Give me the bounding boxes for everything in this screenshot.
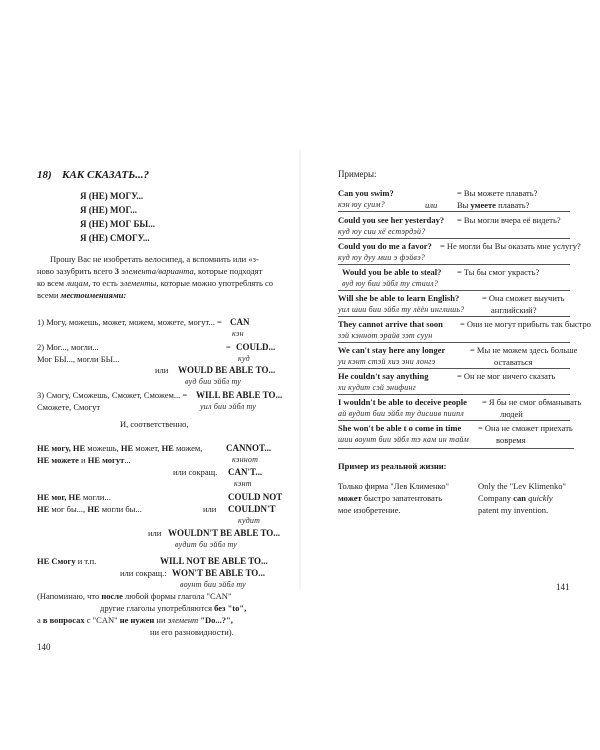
example-7-en: We can't stay here any longer — [338, 345, 446, 355]
example-8-ru: = Он не мог ничего сказать — [457, 371, 556, 381]
form-4: Я (НЕ) СМОГУ... — [80, 233, 150, 243]
real-life-ru-2: может быстро запатентовать — [338, 493, 443, 503]
neg-6-or: или — [148, 528, 162, 538]
neg-3-en: CAN'T... — [228, 467, 263, 477]
note-line-2: другие глаголы употребляются без "to", — [100, 603, 247, 613]
rule-1-en: CAN — [230, 317, 250, 327]
neg-line-5: НЕ мог бы..., НЕ могли бы... — [37, 504, 142, 514]
form-3: Я (НЕ) МОГ БЫ... — [80, 219, 156, 229]
page-number-right: 141 — [556, 582, 570, 592]
rule-2-eq: = — [226, 342, 231, 352]
intro-line-4: всеми местоимениями: — [37, 290, 127, 300]
accordingly-text: И, соответственно, — [120, 419, 189, 429]
example-7-ru: = Мы не можем здесь больше — [470, 345, 578, 355]
example-1-ru-2: Вы умеете плавать? — [457, 200, 530, 210]
example-2-ru: = Вы могли вчера её видеть? — [457, 215, 561, 225]
neg-6-en: WOULDN'T BE ABLE TO... — [168, 528, 281, 538]
real-life-en-1: Only the "Lev Klimenko" — [478, 481, 566, 491]
example-1-divider — [338, 211, 570, 212]
real-life-en-2: Company can quickly — [478, 493, 553, 503]
neg-7-or: или сокращ.: — [120, 568, 167, 578]
example-6-transcription: зэй кэннот эрайв зэт суун — [338, 331, 433, 340]
example-5-ru-2: английский? — [491, 305, 537, 315]
example-5-transcription: уил шии бии эйбл ту лёён инглишь? — [338, 305, 465, 314]
neg-7-en-2: WON'T BE ABLE TO... — [172, 568, 266, 578]
neg-7-transcription: воунт бии эйбл ту — [180, 580, 246, 589]
real-life-ru-3: мое изобретение. — [338, 505, 401, 515]
example-7-divider — [338, 368, 570, 369]
neg-5-en: COULDN'T — [228, 504, 276, 514]
rule-3-en: WILL BE ABLE TO... — [196, 390, 283, 400]
example-8-transcription: хи кудит сэй энифинг — [338, 383, 416, 392]
example-8-en: He couldn't say anything — [338, 371, 429, 381]
example-5-divider — [338, 316, 570, 317]
intro-line-3: ко всем лицам, то есть элементы, которые можно употреблять со — [37, 278, 274, 288]
example-4-en: Would you be able to steal? — [342, 267, 442, 277]
neg-line-2: НЕ можете и НЕ могут... — [37, 455, 131, 465]
form-2: Я (НЕ) МОГ... — [80, 205, 137, 215]
example-3-transcription: куд юу дуу мии э фэйвэ? — [338, 253, 425, 262]
example-5-en: Will she be able to learn English? — [338, 293, 460, 303]
example-5-ru: = Она сможет выучить — [482, 293, 565, 303]
example-9-ru: = Я бы не смог обманывать — [482, 397, 582, 407]
example-9-ru-2: людей — [500, 409, 523, 419]
neg-1-en: CANNOT... — [226, 443, 272, 453]
rule-1-ru: 1) Могу, можешь, может, можем, можете, могут... = — [37, 317, 222, 327]
example-1-or: или — [425, 200, 438, 210]
example-2-transcription: куд юу сии хё естэрдэй? — [338, 227, 426, 236]
rule-3-ru-2: Сможете, Смогут — [37, 402, 101, 412]
neg-line-4: НЕ мог, НЕ могли... — [37, 492, 111, 502]
neg-6-transcription: вудит би эйбл ту — [175, 540, 238, 549]
section-heading: КАК СКАЗАТЬ...? — [62, 169, 149, 181]
rule-3-transcription: уил бии эйбл ту — [200, 402, 257, 411]
example-1-ru: = Вы можете плавать? — [457, 188, 538, 198]
example-3-ru: = Не могли бы Вы оказать мне услугу? — [440, 241, 581, 251]
rule-2-transcription-2: вуд бии эйбл ту — [185, 377, 242, 386]
example-7-ru-2: оставаться — [494, 357, 533, 367]
neg-5-transcription: кудит — [238, 516, 261, 525]
example-9-transcription: ай вудит бии эйбл ту дисиив пиипл — [338, 409, 464, 418]
example-2-divider — [338, 238, 570, 239]
neg-7-en: WILL NOT BE ABLE TO... — [160, 556, 268, 566]
rule-2-or: или — [155, 365, 169, 375]
example-6-en: They cannot arrive that soon — [338, 319, 443, 329]
example-6-ru: = Они не могут прибыть так быстро — [460, 319, 592, 329]
example-10-ru-2: вовремя — [496, 435, 526, 445]
example-1-en: Can you swim? — [338, 188, 394, 198]
rule-2-en: COULD... — [236, 342, 276, 352]
page-number-left: 140 — [37, 642, 51, 652]
neg-5-or: или — [203, 504, 217, 514]
note-line-4: ни его разновидности). — [150, 627, 234, 637]
intro-line-1: Прошу Вас не изобретать велосипед, а вспомнить или «з- — [50, 254, 259, 264]
note-line-3: а в вопросах с "CAN" не нужен ни элемент "Do...?", — [37, 615, 233, 625]
examples-bottom-divider — [338, 448, 574, 449]
neg-4-en: COULD NOT — [228, 492, 283, 502]
rule-2-ru-1: 2) Мог..., могли... — [37, 342, 99, 352]
neg-3-transcription: кэнт — [234, 479, 252, 488]
neg-3-or: или сокращ. — [173, 467, 218, 477]
example-4-divider — [338, 290, 570, 291]
example-9-en: I wouldn't be able to deceive people — [338, 397, 467, 407]
example-6-divider — [338, 342, 570, 343]
example-3-divider — [338, 264, 570, 265]
note-line-1: (Напоминаю, что после любой формы глагола "CAN" — [37, 591, 232, 601]
neg-line-7: НЕ Смогу и т.п. — [37, 556, 97, 566]
example-3-en: Could you do me a favor? — [338, 241, 432, 251]
rule-1-transcription: кэн — [232, 329, 244, 338]
rule-2-ru-2: Мог БЫ..., могли БЫ... — [37, 354, 120, 364]
example-8-divider — [338, 394, 570, 395]
example-1-transcription: кэн юу суим? — [338, 200, 385, 209]
example-4-transcription: вуд юу бии эйбл ту стиил? — [342, 279, 439, 288]
real-life-label: Пример из реальной жизни: — [338, 461, 447, 471]
real-life-ru-1: Только фирма "Лев Клименко" — [338, 481, 449, 491]
rule-3-ru-1: 3) Смогу, Сможешь, Сможет, Сможем... = — [37, 390, 188, 400]
real-life-en-3: patent my invention. — [478, 505, 549, 515]
neg-2-transcription: кэннот — [232, 455, 259, 464]
intro-line-2: новo зазубрить всего 3 элемента/варианта, которые подходят — [37, 266, 263, 276]
example-10-ru: = Она не сможет приехать — [478, 423, 573, 433]
example-2-en: Could you see her yesterday? — [338, 215, 445, 225]
rule-2-en-2: WOULD BE ABLE TO... — [178, 365, 276, 375]
example-7-transcription: уи кэнт стэй хиэ эни лонгэ — [338, 357, 436, 366]
right-page — [300, 0, 600, 750]
example-4-ru: = Ты бы смог украсть? — [457, 267, 540, 277]
rule-2-transcription-1: куд — [238, 354, 250, 363]
section-number: 18) — [37, 169, 52, 181]
example-10-transcription: шии воунт бии эйбл тэ кам ин тайм — [338, 435, 469, 444]
example-10-en: She won't be able t o come in time — [338, 423, 462, 433]
examples-label: Примеры: — [338, 169, 377, 179]
neg-line-1: НЕ могу, НЕ можешь, НЕ может, НЕ можем, — [37, 443, 203, 453]
example-9-divider — [338, 420, 570, 421]
form-1: Я (НЕ) МОГУ... — [80, 191, 144, 201]
